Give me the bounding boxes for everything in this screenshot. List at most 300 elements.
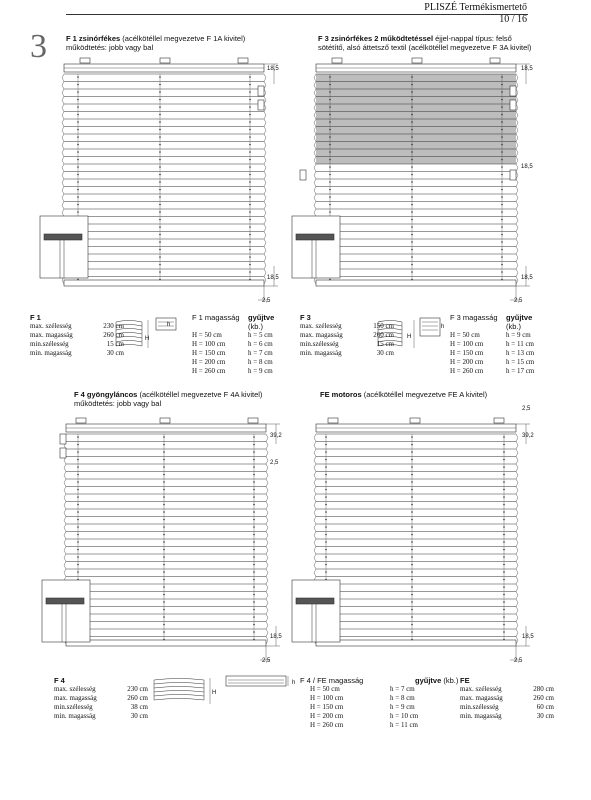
cord-hole (159, 166, 161, 168)
line-art (64, 494, 66, 498)
line-art (314, 82, 316, 86)
cord-hole (249, 181, 251, 183)
line-art (64, 554, 66, 558)
cord-hole (411, 204, 413, 206)
line-art (314, 472, 316, 476)
cord-hole (501, 84, 503, 86)
f4-title-bold: F 4 gyöngyláncos (74, 390, 138, 399)
cord-hole (77, 474, 79, 476)
line-art (516, 453, 518, 457)
cord-hole (77, 279, 79, 281)
cord-hole (77, 114, 79, 116)
fe-dim-bottom: 18,5 (522, 634, 534, 640)
line-art (314, 569, 316, 573)
fe-title-rest: (acélkötéllel megvezetve FE A kivitel) (361, 390, 488, 399)
cord-hole (411, 594, 413, 596)
cord-hole (325, 504, 327, 506)
cord-hole (77, 549, 79, 551)
table-row: H = 100 cm h = 8 cm (310, 694, 415, 702)
cord-hole (329, 279, 331, 281)
spec-key: max. szélesség (300, 322, 342, 330)
line-art (516, 265, 518, 269)
line-art (314, 539, 316, 543)
line-art (516, 520, 518, 524)
line-art (314, 175, 316, 179)
line-art (516, 618, 518, 622)
line-art (264, 258, 266, 262)
line-art (266, 475, 268, 479)
cord-hole (503, 579, 505, 581)
line-art (64, 524, 66, 528)
line-art (516, 258, 518, 262)
cord-hole (411, 474, 413, 476)
line-art (64, 460, 66, 464)
line-art (62, 93, 64, 97)
line-art (266, 535, 268, 539)
cord-hole (503, 504, 505, 506)
cord-hole (503, 594, 505, 596)
fe-dim-side: 2,5 (514, 658, 523, 664)
spec-value: 30 cm (536, 712, 554, 720)
line-art (266, 513, 268, 517)
cord-hole (249, 121, 251, 123)
line-art (266, 434, 268, 438)
cord-hole (503, 526, 505, 528)
line-art (516, 198, 518, 202)
line-art (64, 543, 66, 547)
cord-hole (501, 159, 503, 161)
line-art (264, 239, 266, 243)
f1-subtitle: működtetés: jobb vagy bal (66, 43, 154, 52)
cord-hole (249, 129, 251, 131)
f4-h-label: h (292, 680, 296, 686)
cord-hole (77, 511, 79, 513)
line-art (314, 190, 316, 194)
line-art (264, 194, 266, 198)
cord-hole (411, 609, 413, 611)
line-art (516, 442, 518, 446)
spec-key: max. szélesség (54, 685, 96, 693)
line-art (314, 445, 316, 449)
cord-hole (325, 451, 327, 453)
line-art (266, 577, 268, 581)
cord-hole (411, 159, 413, 161)
cord-hole (501, 121, 503, 123)
line-art (516, 243, 518, 247)
detail-rail (46, 598, 84, 604)
cord-hole (501, 204, 503, 206)
f1-title-rest: (acélkötéllel megvezetve F 1A kivitel) (120, 34, 246, 43)
line-art (64, 558, 66, 562)
cord-hole (159, 271, 161, 273)
f4-dim-mid: 2,5 (270, 460, 279, 466)
cord-hole (501, 166, 503, 168)
cord-hole (503, 534, 505, 536)
line-art (62, 138, 64, 142)
cord-hole (77, 481, 79, 483)
cord-hole (411, 564, 413, 566)
page-number: 10 / 16 (499, 14, 527, 25)
line-art (62, 187, 64, 191)
cord-hole (503, 624, 505, 626)
cord-hole (253, 579, 255, 581)
cord-hole (411, 76, 413, 78)
cord-hole (77, 444, 79, 446)
cord-grip (300, 170, 306, 180)
cord-hole (503, 459, 505, 461)
line-art (516, 142, 518, 146)
cord-hole (411, 511, 413, 513)
cord-hole (163, 519, 165, 521)
cord-hole (411, 436, 413, 438)
cord-hole (411, 99, 413, 101)
cord-hole (411, 181, 413, 183)
cord-hole (325, 496, 327, 498)
cord-hole (249, 114, 251, 116)
line-art (264, 277, 266, 281)
bracket (410, 418, 420, 423)
cord-hole (411, 241, 413, 243)
cord-hole (501, 136, 503, 138)
line-art (62, 175, 64, 179)
bracket (160, 418, 170, 423)
line-art (516, 145, 518, 149)
stack-pleat (154, 683, 204, 685)
cord-hole (163, 444, 165, 446)
cord-hole (249, 151, 251, 153)
line-art (516, 183, 518, 187)
cord-hole (159, 211, 161, 213)
bracket (494, 418, 504, 423)
line-art (264, 228, 266, 232)
cord-hole (411, 219, 413, 221)
line-art (264, 134, 266, 138)
line-art (266, 565, 268, 569)
cord-hole (77, 136, 79, 138)
line-art (516, 202, 518, 206)
line-art (264, 202, 266, 206)
line-art (64, 468, 66, 472)
cord-hole (325, 549, 327, 551)
line-art (516, 228, 518, 232)
bottom-rail (316, 640, 516, 646)
cord-hole (249, 84, 251, 86)
cord-hole (77, 91, 79, 93)
line-art (266, 547, 268, 551)
line-art (264, 269, 266, 273)
f4-H-label: H (212, 690, 217, 696)
line-art (314, 85, 316, 89)
table-head2: gyűjtve (506, 313, 533, 322)
dark-fabric (316, 157, 516, 165)
line-art (264, 164, 266, 168)
cord-hole (503, 541, 505, 543)
cord-hole (253, 601, 255, 603)
line-art (264, 97, 266, 101)
cord-hole (159, 189, 161, 191)
table-row: H = 150 cm h = 13 cm (450, 349, 535, 357)
cord-hole (411, 451, 413, 453)
line-art (516, 224, 518, 228)
f4-title-rest: (acélkötéllel megvezetve F 4A kivitel) (137, 390, 263, 399)
cord-hole (77, 84, 79, 86)
line-art (266, 472, 268, 476)
cord-hole (503, 436, 505, 438)
cord-hole (503, 609, 505, 611)
line-art (516, 505, 518, 509)
line-art (264, 74, 266, 78)
spec-key: min. magasság (54, 712, 96, 720)
cord-hole (159, 121, 161, 123)
line-art (314, 172, 316, 176)
f4fe-height-table (300, 676, 475, 730)
table-row: H = 260 cm h = 9 cm (192, 367, 273, 375)
line-art (64, 483, 66, 487)
cord-hole (411, 519, 413, 521)
line-art (62, 78, 64, 82)
stack-pleat (154, 679, 204, 681)
line-art (266, 554, 268, 558)
line-art (314, 524, 316, 528)
line-art (266, 528, 268, 532)
line-art (62, 198, 64, 202)
line-art (516, 232, 518, 236)
line-art (64, 528, 66, 532)
cord-hole (253, 556, 255, 558)
cord-hole (163, 564, 165, 566)
cord-hole (411, 489, 413, 491)
cord-hole (501, 211, 503, 213)
cord-hole (325, 474, 327, 476)
spec-key: min. magasság (30, 349, 72, 357)
table-unit: (kb.) (506, 322, 521, 331)
cord-hole (411, 226, 413, 228)
line-art (62, 104, 64, 108)
line-art (266, 633, 268, 637)
cord-hole (329, 181, 331, 183)
cord-hole (159, 129, 161, 131)
line-art (516, 254, 518, 258)
line-art (266, 438, 268, 442)
line-art (516, 157, 518, 161)
line-art (266, 539, 268, 543)
line-art (264, 119, 266, 123)
f3-subtitle: sötétítő, alsó áttetsző textil (acélkötéllel megvezetve F 3A kivitel) (318, 43, 532, 52)
f3-H-label: H (407, 334, 412, 340)
cord-hole (501, 249, 503, 251)
cord-hole (411, 144, 413, 146)
line-art (264, 250, 266, 254)
cord-hole (77, 76, 79, 78)
cord-hole (249, 91, 251, 93)
fe-dim-topright: 2,5 (522, 406, 531, 412)
cord-hole (249, 144, 251, 146)
line-art (314, 498, 316, 502)
cord-hole (77, 159, 79, 161)
line-art (314, 562, 316, 566)
line-art (314, 464, 316, 468)
spec-value: 230 cm (103, 322, 124, 330)
line-art (314, 442, 316, 446)
cord-hole (77, 181, 79, 183)
cord-hole (163, 436, 165, 438)
cord-hole (411, 271, 413, 273)
cord-hole (253, 616, 255, 618)
line-art (516, 273, 518, 277)
cord-hole (411, 211, 413, 213)
line-art (314, 532, 316, 536)
cord-hole (77, 541, 79, 543)
cord-hole (411, 136, 413, 138)
cord-hole (253, 466, 255, 468)
cord-hole (411, 249, 413, 251)
cord-hole (329, 159, 331, 161)
cord-hole (249, 226, 251, 228)
cord-hole (249, 76, 251, 78)
line-art (314, 160, 316, 164)
line-art (266, 543, 268, 547)
f4-title (74, 390, 262, 408)
line-art (314, 134, 316, 138)
f1-H-label: H (145, 336, 150, 342)
cord-hole (77, 151, 79, 153)
line-art (64, 464, 66, 468)
table-unit: (kb.) (441, 676, 459, 685)
table-row: H = 260 cm h = 11 cm (310, 721, 418, 729)
line-art (516, 149, 518, 153)
line-art (516, 543, 518, 547)
cord-hole (159, 151, 161, 153)
line-art (62, 149, 64, 153)
line-art (264, 130, 266, 134)
f4-spec-list (54, 676, 148, 721)
line-art (64, 498, 66, 502)
cord-hole (253, 609, 255, 611)
cord-hole (163, 534, 165, 536)
line-art (516, 194, 518, 198)
cord-hole (411, 504, 413, 506)
spec-key: max. szélesség (460, 685, 502, 693)
cord-hole (249, 234, 251, 236)
line-art (516, 487, 518, 491)
line-art (314, 490, 316, 494)
spec-key: max. magasság (300, 331, 343, 339)
f3-title-rest: éjjel-nappal típus: felső (433, 34, 512, 43)
line-art (314, 112, 316, 116)
line-art (516, 622, 518, 626)
f3-spec-list (300, 313, 394, 358)
cord-hole (77, 534, 79, 536)
cord-hole (411, 526, 413, 528)
cord-hole (325, 444, 327, 446)
cord-hole (163, 601, 165, 603)
line-art (516, 494, 518, 498)
cord-hole (77, 466, 79, 468)
cord-hole (253, 519, 255, 521)
line-art (516, 610, 518, 614)
line-art (62, 190, 64, 194)
cord-hole (249, 136, 251, 138)
cord-hole (411, 114, 413, 116)
line-art (266, 629, 268, 633)
cord-hole (411, 616, 413, 618)
line-art (516, 483, 518, 487)
line-art (516, 160, 518, 164)
spec-key: min.szélesség (30, 340, 69, 348)
line-art (64, 520, 66, 524)
table-row: H = 50 cm h = 7 cm (310, 685, 415, 693)
cord-hole (329, 174, 331, 176)
line-art (62, 74, 64, 78)
line-art (64, 565, 66, 569)
line-art (314, 573, 316, 577)
cord-hole (411, 601, 413, 603)
line-art (266, 618, 268, 622)
line-art (62, 127, 64, 131)
line-art (314, 509, 316, 513)
cord-hole (503, 444, 505, 446)
line-art (314, 487, 316, 491)
line-art (516, 588, 518, 592)
cord-hole (411, 496, 413, 498)
line-art (516, 127, 518, 131)
f1-spec-list (30, 313, 124, 358)
cord-hole (249, 196, 251, 198)
line-art (516, 239, 518, 243)
line-art (266, 449, 268, 453)
line-art (264, 254, 266, 258)
stack-pleat (154, 695, 204, 697)
cord-hole (249, 249, 251, 251)
line-art (516, 468, 518, 472)
line-art (314, 502, 316, 506)
spec-value: 230 cm (127, 685, 148, 693)
cord-hole (411, 534, 413, 536)
cord-hole (159, 174, 161, 176)
line-art (314, 123, 316, 127)
line-art (264, 142, 266, 146)
line-art (516, 123, 518, 127)
line-art (516, 449, 518, 453)
line-art (314, 475, 316, 479)
table-unit: (kb.) (248, 322, 263, 331)
cord-hole (411, 459, 413, 461)
cord-hole (77, 99, 79, 101)
f3-dim-side: 2,5 (514, 298, 523, 304)
line-art (266, 442, 268, 446)
line-art (516, 603, 518, 607)
cord-grip (510, 170, 516, 180)
line-art (64, 505, 66, 509)
cord-hole (501, 219, 503, 221)
bracket (248, 418, 258, 423)
cord-hole (77, 436, 79, 438)
line-art (266, 520, 268, 524)
line-art (64, 513, 66, 517)
cord-hole (163, 511, 165, 513)
line-art (516, 558, 518, 562)
cord-hole (329, 189, 331, 191)
dark-fabric (316, 97, 516, 105)
f3-dim-mid: 18,5 (521, 164, 533, 170)
cord-hole (501, 264, 503, 266)
line-art (62, 97, 64, 101)
line-art (264, 160, 266, 164)
line-art (516, 498, 518, 502)
dark-fabric (316, 127, 516, 135)
f3-title (318, 34, 531, 52)
cord-hole (253, 534, 255, 536)
